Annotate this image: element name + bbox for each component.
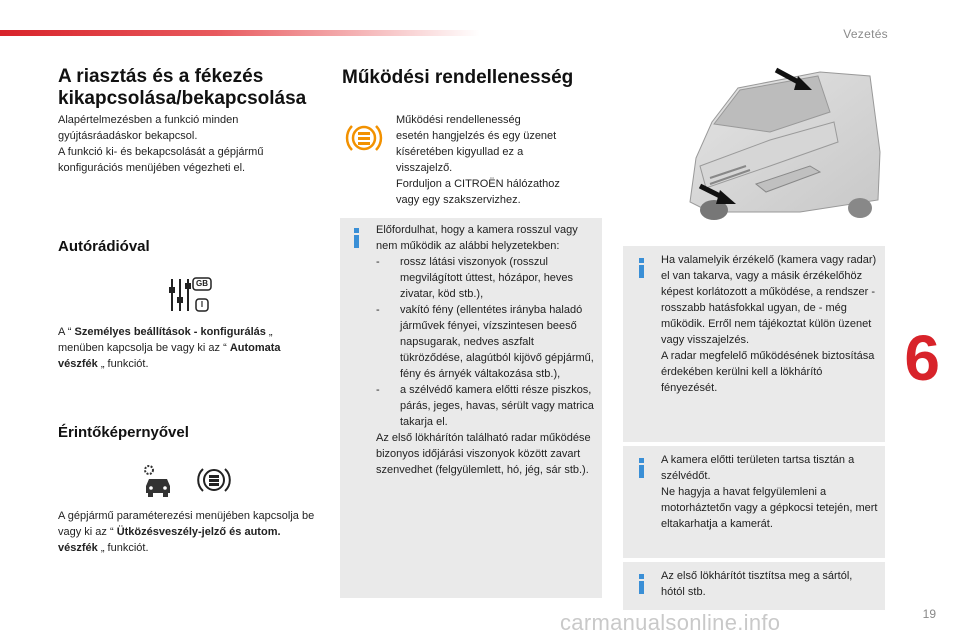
- info-icon: [635, 258, 649, 278]
- radio-icon-badge-gb: GB: [196, 279, 208, 288]
- left-intro: Alapértelmezésben a funkció minden gyújtásráadáskor bekapcsol. A funkció ki- és bekapcsolását a gépjármű konfigurációs menüjében végezheti el.: [58, 114, 264, 174]
- sensor-obstruction-box: [623, 246, 885, 442]
- list-item: - a szélvédő kamera előtti része piszkos, párás, jeges, havas, sérült vagy matrica takarja el.: [376, 384, 594, 428]
- radio-icon-badge-i: I: [200, 300, 204, 309]
- touch-instructions: A gépjármű paraméterezési menüjében kapcsolja be vagy ki az “ Ütközésveszély-jelző és autom. vészfék „ funkciót.: [58, 510, 315, 554]
- windscreen-clean-text: A kamera előtti területen tartsa tisztán a szélvédőt. Ne hagyja a havat felgyülemleni a motorháztetőn vagy a gépkocsi tetején, mert eltakarhatja a kamerát.: [661, 454, 878, 530]
- watermark: carmanualsonline.info: [560, 610, 781, 635]
- camera-info-box: [340, 218, 602, 598]
- bumper-clean-box: [623, 562, 885, 610]
- page-number: 19: [922, 607, 936, 621]
- radio-heading: Autórádióval: [58, 238, 150, 255]
- windscreen-clean-box: [623, 446, 885, 558]
- brake-warning-lamp-icon: [344, 118, 384, 158]
- list-item: - rossz látási viszonyok (rosszul megvilágított úttest, hózápor, heves zivatar, köd stb.),: [376, 256, 574, 300]
- malfunction-description: Működési rendellenesség esetén hangjelzés és egy üzenet kíséretében kigyullad ez a visszajelző. Forduljon a CITROËN hálózathoz vagy egy szakszervizhez.: [396, 114, 560, 206]
- top-accent-bar: [0, 30, 480, 36]
- sensor-obstruction-text: Ha valamelyik érzékelő (kamera vagy radar) el van takarva, vagy a másik érzékelőhöz képest korlátozott a működése, a rendszer - rosszabb hatásfokkal ugyan, de - még működik. Erről nem tájékoztat külön üzenet vagy visszajelzés. A radar megfelelő működésének biztosítása érdekében kerülni kell a lökhárító fényezését.: [661, 254, 877, 394]
- malfunction-title: Működési rendellenesség: [342, 67, 574, 88]
- info-icon: [350, 228, 364, 248]
- touch-heading: Érintőképernyővel: [58, 424, 189, 441]
- left-title: A riasztás és a fékezés kikapcsolása/bekapcsolása: [58, 66, 307, 109]
- info-icon: [635, 574, 649, 594]
- vehicle-sensor-illustration: [650, 62, 886, 228]
- settings-sliders-icon: [166, 275, 214, 315]
- section-title: Vezetés: [843, 27, 888, 41]
- chapter-number: 6: [904, 322, 940, 394]
- info-icon: [635, 458, 649, 478]
- radar-info: Az első lökhárítón található radar működése bizonyos időjárási viszonyok között zavart szenvedhet (felgyülemlett, hó, jég, sár stb.).: [376, 432, 591, 476]
- camera-conditions-list: [376, 254, 594, 430]
- bumper-clean-text: Az első lökhárítót tisztítsa meg a sártól, hótól stb.: [661, 570, 853, 598]
- list-item: - vakító fény (ellentétes irányba haladó járművek fényei, vízszintesen beeső napsugarak, nedves aszfalt tükröződése, alagútból kijövő gépjármű, fény és árnyék váltakozása stb.),: [376, 304, 594, 380]
- camera-info-intro: Előfordulhat, hogy a kamera rosszul vagy nem működik az alábbi helyzetekben:: [376, 224, 578, 252]
- brake-warning-icon: [196, 462, 232, 498]
- radio-instructions: A “ Személyes beállítások - konfigurálás „ menüben kapcsolja be vagy ki az “ Automata vészfék „ funkciót.: [58, 326, 281, 370]
- car-settings-icon: [140, 462, 176, 498]
